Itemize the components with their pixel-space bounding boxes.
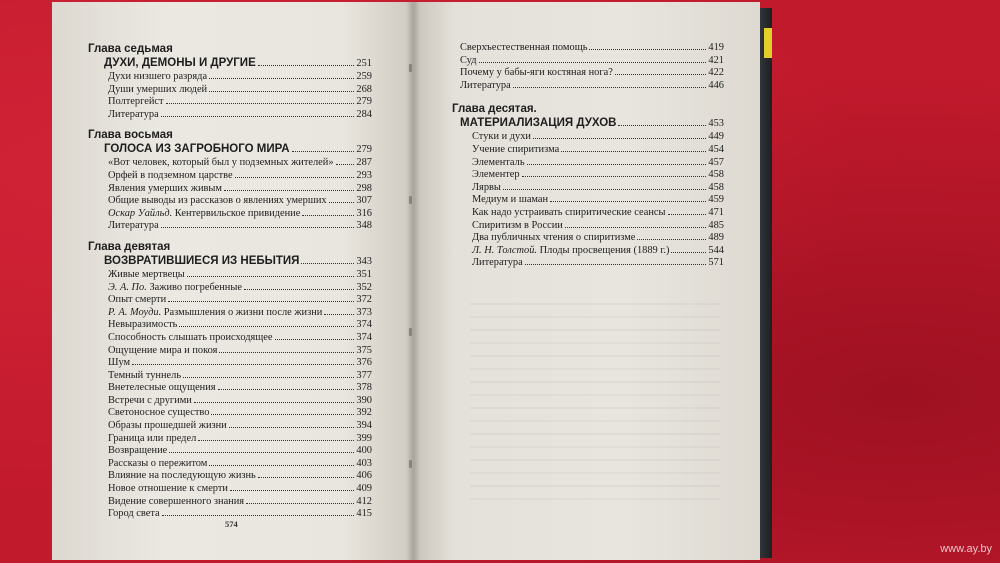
dot-leader — [219, 343, 354, 353]
chapter-title: ДУХИ, ДЕМОНЫ И ДРУГИЕ — [104, 57, 256, 69]
toc-entry — [88, 267, 372, 280]
dot-leader — [258, 56, 355, 66]
entry-text: Орфей в подземном царстве — [108, 169, 233, 181]
entry-title — [108, 269, 185, 282]
toc-entry — [88, 456, 372, 469]
dot-leader — [183, 368, 354, 378]
entry-title — [108, 483, 228, 496]
page-number: 394 — [356, 420, 372, 432]
toc-entry — [88, 317, 372, 330]
entry-text: Светоносное существо — [108, 407, 210, 419]
entry-text: Ощущение мира и покоя — [108, 344, 218, 356]
toc-entry — [88, 218, 372, 231]
dot-leader — [132, 355, 354, 365]
page-number: 316 — [356, 207, 372, 219]
page-number: 399 — [356, 432, 372, 444]
page-number: 374 — [356, 319, 372, 331]
entry-title — [460, 80, 511, 93]
chapter-title-row — [88, 56, 372, 69]
page-number: 373 — [356, 306, 372, 318]
toc-entry — [88, 82, 372, 95]
entry-title — [108, 508, 160, 521]
bleed-through-text — [470, 300, 720, 500]
page-number: 284 — [356, 108, 372, 120]
page-number: 376 — [356, 357, 372, 369]
dot-leader — [292, 142, 355, 152]
page-number: 458 — [708, 169, 724, 181]
entry-text: Медиум и шаман — [472, 194, 549, 206]
entry-title — [108, 294, 166, 307]
entry-text: Элементер — [472, 169, 520, 181]
chapter-title-row — [452, 116, 724, 129]
dot-leader — [209, 82, 354, 92]
entry-text: Духи низшего разряда — [108, 71, 208, 82]
toc-entry — [452, 53, 724, 66]
entry-text: Способность слышать происходящее — [108, 331, 273, 343]
page-number: 544 — [708, 244, 724, 256]
entry-title — [108, 357, 130, 370]
dot-leader — [503, 180, 706, 190]
page-number: 287 — [356, 157, 372, 169]
toc-entry — [88, 280, 372, 293]
entry-title — [108, 395, 192, 408]
page-number: 298 — [356, 182, 372, 194]
page-number: 343 — [356, 255, 372, 267]
entry-title — [108, 170, 233, 183]
entry-text: «Вот человек, который был у подземных жителей» — [108, 157, 334, 169]
dot-leader — [301, 254, 354, 264]
page-number: 251 — [356, 58, 372, 69]
entry-text: Размышления о жизни после жизни — [161, 306, 323, 318]
toc-entry — [88, 405, 372, 418]
toc-entry — [88, 506, 372, 519]
entry-text: Полтергейст — [108, 96, 164, 108]
entry-title — [108, 220, 159, 233]
dot-leader — [671, 243, 706, 253]
page-number: 415 — [356, 508, 372, 520]
page-number: 457 — [708, 156, 724, 168]
page-number: 293 — [356, 169, 372, 181]
toc-entry — [88, 431, 372, 444]
dot-leader — [589, 40, 706, 50]
chapter-block — [452, 102, 724, 268]
entry-text: Граница или предел — [108, 432, 197, 444]
entry-text: Элементаль — [472, 156, 525, 168]
toc-entry — [88, 368, 372, 381]
page-number: 377 — [356, 369, 372, 381]
entry-text: Явления умерших живым — [108, 182, 222, 194]
dot-leader — [561, 142, 706, 152]
entry-title — [108, 109, 159, 122]
toc-entry — [452, 167, 724, 180]
binding-stitch — [409, 196, 412, 204]
dot-leader — [522, 167, 707, 177]
toc-entry — [452, 78, 724, 91]
binding-stitch — [409, 328, 412, 336]
page-number: 400 — [356, 445, 372, 457]
entry-author: Э. А. По. — [108, 281, 147, 293]
dot-leader — [244, 280, 354, 290]
dot-leader — [525, 255, 707, 265]
dot-leader — [162, 506, 355, 516]
page-number: 446 — [708, 79, 724, 91]
binding-stitch — [409, 460, 412, 468]
toc-entry — [452, 142, 724, 155]
toc-entry — [452, 255, 724, 268]
entry-text: Заживо погребенные — [146, 281, 242, 293]
dot-leader — [235, 168, 355, 178]
toc-entry — [88, 481, 372, 494]
page-number: 348 — [356, 220, 372, 232]
entry-title — [472, 257, 523, 270]
entry-text: Сверхъестественная помощь — [460, 42, 588, 53]
entry-title — [108, 319, 177, 332]
toc-entry — [88, 181, 372, 194]
dot-leader — [533, 129, 706, 139]
dot-leader — [258, 468, 355, 478]
page-number: 307 — [356, 195, 372, 207]
toc-entry — [88, 443, 372, 456]
dot-leader — [209, 456, 354, 466]
toc-entry — [88, 343, 372, 356]
page-number: 392 — [356, 407, 372, 419]
chapter-heading: Глава седьмая — [88, 43, 173, 55]
toc-entry — [88, 206, 372, 219]
dot-leader — [565, 218, 707, 228]
entry-author: Р. А. Моуди. — [108, 306, 162, 318]
chapter-heading: Глава девятая — [88, 240, 171, 253]
entry-title — [472, 220, 563, 233]
toc-entry — [88, 69, 372, 82]
entry-text: Литература — [108, 108, 159, 120]
entry-text: Общие выводы из рассказов о явлениях умерших — [108, 195, 327, 207]
toc-entry — [88, 292, 372, 305]
dot-leader — [229, 418, 355, 428]
entry-text: Как надо устраивать спиритические сеансы — [472, 206, 666, 218]
entry-text: Город света — [108, 508, 160, 520]
chapter-title: МАТЕРИАЛИЗАЦИЯ ДУХОВ — [460, 117, 617, 130]
entry-title — [108, 407, 209, 420]
dot-leader — [246, 494, 354, 504]
dot-leader — [329, 193, 355, 203]
entry-text: Литература — [108, 220, 159, 232]
entry-text: Темный туннель — [108, 369, 182, 381]
page-number: 390 — [356, 394, 372, 406]
page-number: 268 — [356, 83, 372, 95]
entry-text: Влияние на последующую жизнь — [108, 470, 256, 482]
dot-leader — [513, 78, 707, 88]
page-number: 378 — [356, 382, 372, 394]
dot-leader — [218, 380, 355, 390]
entry-text: Новое отношение к смерти — [108, 483, 228, 495]
toc-entry — [452, 40, 724, 53]
entry-text: Литература — [472, 257, 523, 269]
entry-author: Оскар Уайльд. — [108, 207, 173, 219]
dot-leader — [187, 267, 355, 277]
yellow-bookmark-tag — [764, 28, 772, 58]
entry-title — [460, 55, 477, 68]
entry-title — [472, 182, 501, 195]
page-number: 571 — [708, 257, 724, 269]
dot-leader — [618, 116, 706, 126]
chapter-heading: Глава восьмая — [88, 129, 173, 142]
entry-text: Лярвы — [472, 181, 501, 193]
binding-stitch — [409, 64, 412, 72]
toc-entry — [452, 230, 724, 243]
dot-leader — [179, 317, 354, 327]
dot-leader — [336, 155, 355, 165]
entry-text: Души умерших людей — [108, 83, 208, 95]
entry-title — [472, 131, 531, 144]
entry-author: Л. Н. Толстой. — [472, 244, 538, 256]
dot-leader — [194, 393, 355, 403]
chapter-title-row — [88, 142, 372, 155]
page-number: 421 — [708, 54, 724, 66]
entry-text: Суд — [460, 54, 477, 66]
toc-entry — [452, 180, 724, 193]
page-number: 374 — [356, 331, 372, 343]
entry-text: Внетелесные ощущения — [108, 382, 216, 394]
page-number: 458 — [708, 181, 724, 193]
dot-leader — [527, 155, 707, 165]
page-number: 409 — [356, 483, 372, 495]
dot-leader — [230, 481, 354, 491]
entry-title — [108, 458, 207, 471]
page-number: 403 — [356, 457, 372, 469]
left-page-toc — [88, 42, 372, 519]
page-number: 259 — [356, 71, 372, 82]
entry-text: Опыт смерти — [108, 294, 167, 306]
page-number: 459 — [708, 194, 724, 206]
page-number: 422 — [708, 67, 724, 79]
page-folio: 574 — [225, 519, 238, 529]
entry-title — [108, 96, 164, 109]
page-number: 454 — [708, 143, 724, 155]
chapter-title: ВОЗВРАТИВШИЕСЯ ИЗ НЕБЫТИЯ — [104, 254, 300, 267]
toc-entry — [88, 380, 372, 393]
dot-leader — [637, 230, 706, 240]
toc-entry — [88, 418, 372, 431]
entry-text: Шум — [108, 357, 131, 369]
page-number: 489 — [708, 232, 724, 244]
page-number: 471 — [708, 206, 724, 218]
entry-title — [108, 195, 327, 208]
entry-title — [108, 445, 167, 458]
dot-leader — [211, 405, 354, 415]
dot-leader — [324, 305, 354, 315]
entry-title — [472, 194, 548, 207]
entry-title — [108, 370, 181, 383]
dot-leader — [668, 205, 707, 215]
toc-entry — [88, 468, 372, 481]
dot-leader — [275, 330, 355, 340]
page-number: 352 — [356, 281, 372, 293]
chapter-heading: Глава десятая. — [452, 103, 537, 116]
page-number: 406 — [356, 470, 372, 482]
entry-text: Учение спиритизма — [472, 143, 560, 155]
entry-text: Рассказы о пережитом — [108, 457, 208, 469]
toc-entry — [452, 129, 724, 142]
entry-text: Видение совершенного знания — [108, 495, 245, 507]
page-number: 485 — [708, 219, 724, 231]
toc-entry — [452, 218, 724, 231]
entry-text: Спиритизм в России — [472, 219, 563, 231]
toc-entry — [88, 193, 372, 206]
entry-text: Два публичных чтения о спиритизме — [472, 232, 636, 244]
dot-leader — [168, 292, 354, 302]
page-number: 372 — [356, 294, 372, 306]
dot-leader — [209, 69, 354, 79]
entry-title — [472, 157, 525, 170]
chapter-title: ГОЛОСА ИЗ ЗАГРОБНОГО МИРА — [104, 143, 290, 156]
dot-leader — [161, 218, 355, 228]
toc-entry — [88, 168, 372, 181]
book-gutter — [406, 2, 420, 560]
entry-text: Стуки и духи — [472, 131, 531, 143]
page-number: 279 — [356, 96, 372, 108]
entry-text: Живые мертвецы — [108, 268, 185, 280]
toc-entry — [88, 107, 372, 120]
toc-entry — [88, 494, 372, 507]
toc-entry — [452, 192, 724, 205]
page-number: 375 — [356, 344, 372, 356]
dot-leader — [550, 192, 706, 202]
page-number: 449 — [708, 131, 724, 143]
toc-entry — [452, 155, 724, 168]
entry-title — [108, 71, 207, 84]
entry-text: Кентервильское привидение — [172, 207, 301, 219]
entry-text: Образы прошедшей жизни — [108, 420, 227, 432]
entry-text: Невыразимость — [108, 319, 178, 331]
right-page-toc — [452, 40, 724, 268]
page-number: 351 — [356, 268, 372, 280]
toc-entry — [88, 155, 372, 168]
entry-title — [472, 232, 635, 245]
page-number: 279 — [356, 144, 372, 156]
dot-leader — [302, 206, 354, 216]
dot-leader — [198, 431, 354, 441]
dot-leader — [479, 53, 707, 63]
toc-entry — [452, 243, 724, 256]
toc-entry — [452, 65, 724, 78]
entry-text: Плоды просвещения (1889 г.) — [537, 244, 670, 256]
entry-text: Возвращение — [108, 445, 168, 457]
page-number: 412 — [356, 495, 372, 507]
watermark: www.ay.by — [940, 543, 992, 555]
toc-entry — [88, 330, 372, 343]
toc-entry — [88, 94, 372, 107]
dot-leader — [169, 443, 354, 453]
dot-leader — [615, 65, 707, 75]
dot-leader — [166, 94, 355, 104]
toc-entry — [452, 205, 724, 218]
page-number: 453 — [708, 118, 724, 130]
entry-text: Почему у бабы-яги костяная нога? — [460, 67, 613, 79]
entry-title — [108, 183, 222, 196]
page-number: 419 — [708, 42, 724, 53]
dot-leader — [224, 181, 354, 191]
dot-leader — [161, 107, 355, 117]
entry-text: Встречи с другими — [108, 394, 192, 406]
toc-entry — [88, 393, 372, 406]
entry-text: Литература — [460, 79, 511, 91]
chapter-title-row — [88, 254, 372, 267]
toc-entry — [88, 305, 372, 318]
